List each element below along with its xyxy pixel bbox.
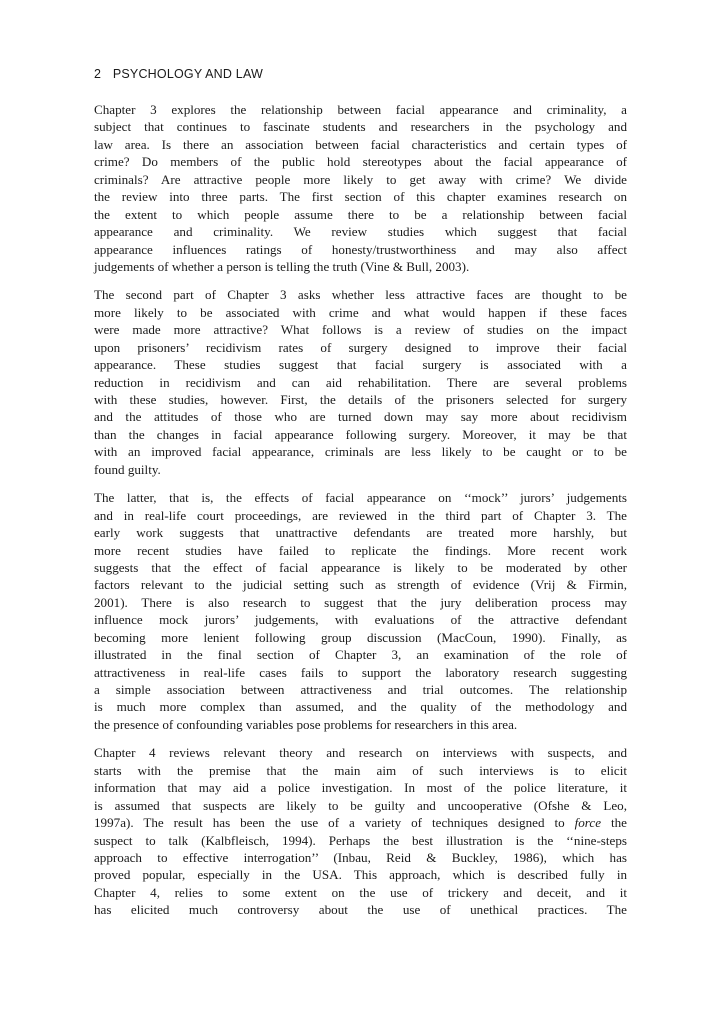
text-line: with an improved facial appearance, criminals are less likely to be caught or to be bbox=[94, 444, 627, 460]
paragraph-2 bbox=[94, 286, 627, 478]
text-line: and in real-life court proceedings, are reviewed in the third part of Chapter 3. The bbox=[94, 507, 627, 523]
text-line: the review into three parts. The first section of this chapter examines research on bbox=[94, 189, 627, 205]
paragraph-1 bbox=[94, 101, 627, 275]
text-line: were made more attractive? What follows is a review of studies on the impact bbox=[94, 322, 627, 338]
text-line: and the attitudes of those who are turned down may say more about recidivism bbox=[94, 409, 627, 425]
running-title: PSYCHOLOGY AND LAW bbox=[112, 67, 264, 81]
text-line: appearance influences ratings of honesty/trustworthiness and may also affect bbox=[94, 241, 627, 257]
text-line: illustrated in the final section of Chapter 3, an examination of the role of bbox=[94, 647, 627, 663]
text-line: subject that continues to fascinate students and researchers in the psychology and bbox=[94, 119, 627, 135]
text-line: influence mock jurors’ judgements, with evaluations of the attractive defendant bbox=[94, 612, 627, 628]
text-line: suggests that the effect of facial appearance is likely to be moderated by other bbox=[94, 559, 627, 575]
text-line: has elicited much controversy about the use of unethical practices. The bbox=[94, 902, 627, 918]
text-line: judgements of whether a person is telling the truth (Vine & Bull, 2003). bbox=[94, 258, 470, 274]
text-line: attractiveness in real-life cases fails to support the laboratory research suggesting bbox=[94, 664, 627, 680]
text-line: Chapter 4, relies to some extent on the use of trickery and deceit, and it bbox=[94, 884, 627, 900]
text-line: the extent to which people assume there to be a relationship between facial bbox=[94, 206, 627, 222]
text-line: than the changes in facial appearance following surgery. Moreover, it may be that bbox=[94, 426, 627, 442]
text-line: factors relevant to the judicial setting such as strength of evidence (Vrij & Firmin, bbox=[94, 577, 627, 593]
paragraph-4 bbox=[94, 744, 627, 918]
text-segment: the bbox=[611, 815, 627, 831]
text-line: starts with the premise that the main aim of such interviews is to elicit bbox=[94, 762, 627, 778]
text-line: the presence of confounding variables pose problems for researchers in this area. bbox=[94, 716, 518, 732]
text-line: upon prisoners’ recidivism rates of surgery designed to improve their facial bbox=[94, 339, 627, 355]
text-line: is much more complex than assumed, and the quality of the methodology and bbox=[94, 699, 627, 715]
text-line: appearance and criminality. We review studies which suggest that facial bbox=[94, 224, 627, 240]
text-line: appearance. These studies suggest that facial surgery is associated with a bbox=[94, 357, 627, 373]
text-line: law area. Is there an association between facial characteristics and certain types of bbox=[94, 136, 627, 152]
text-line: Chapter 4 reviews relevant theory and research on interviews with suspects, and bbox=[94, 745, 627, 761]
text-line-with-emphasis bbox=[94, 814, 627, 831]
text-line: proved popular, especially in the USA. This approach, which is described fully in bbox=[94, 867, 627, 883]
text-line: Chapter 3 explores the relationship between facial appearance and criminality, a bbox=[94, 102, 627, 117]
text-line: reduction in recidivism and can aid rehabilitation. There are several problems bbox=[94, 374, 627, 390]
text-line: crime? Do members of the public hold stereotypes about the facial appearance of bbox=[94, 154, 627, 170]
text-line: approach to effective interrogation’’ (Inbau, Reid & Buckley, 1986), which has bbox=[94, 849, 627, 865]
text-line: early work suggests that unattractive defendants are treated more harshly, but bbox=[94, 525, 627, 541]
paragraph-3 bbox=[94, 489, 627, 733]
running-head bbox=[94, 67, 263, 81]
text-line: 2001). There is also research to suggest that the jury deliberation process may bbox=[94, 594, 627, 610]
body-text bbox=[94, 101, 627, 930]
text-line: with these studies, however. First, the details of the prisoners selected for surgery bbox=[94, 392, 627, 407]
text-line: found guilty. bbox=[94, 461, 161, 477]
text-line: more likely to be associated with crime and what would happen if these faces bbox=[94, 304, 627, 320]
text-segment: 1997a). The result has been the use of a variety of techniques designed to bbox=[94, 815, 565, 831]
emphasis-word: force bbox=[574, 815, 602, 831]
text-line: criminals? Are attractive people more likely to get away with crime? We divide bbox=[94, 171, 627, 187]
text-line: is assumed that suspects are likely to be guilty and uncooperative (Ofshe & Leo, bbox=[94, 797, 627, 813]
text-line: The second part of Chapter 3 asks whether less attractive faces are thought to be bbox=[94, 287, 627, 303]
text-line: information that may aid a police investigation. In most of the police literature, it bbox=[94, 780, 627, 796]
text-line: suspect to talk (Kalbfleisch, 1994). Perhaps the best illustration is the ‘‘nine-steps bbox=[94, 832, 627, 848]
text-line: becoming more lenient following group discussion (MacCoun, 1990). Finally, as bbox=[94, 629, 627, 645]
text-line: a simple association between attractiveness and trial outcomes. The relationship bbox=[94, 682, 627, 697]
text-line: The latter, that is, the effects of facial appearance on ‘‘mock’’ jurors’ judgements bbox=[94, 490, 627, 506]
page-number: 2 bbox=[94, 67, 102, 81]
text-line: more recent studies have failed to replicate the findings. More recent work bbox=[94, 542, 627, 558]
